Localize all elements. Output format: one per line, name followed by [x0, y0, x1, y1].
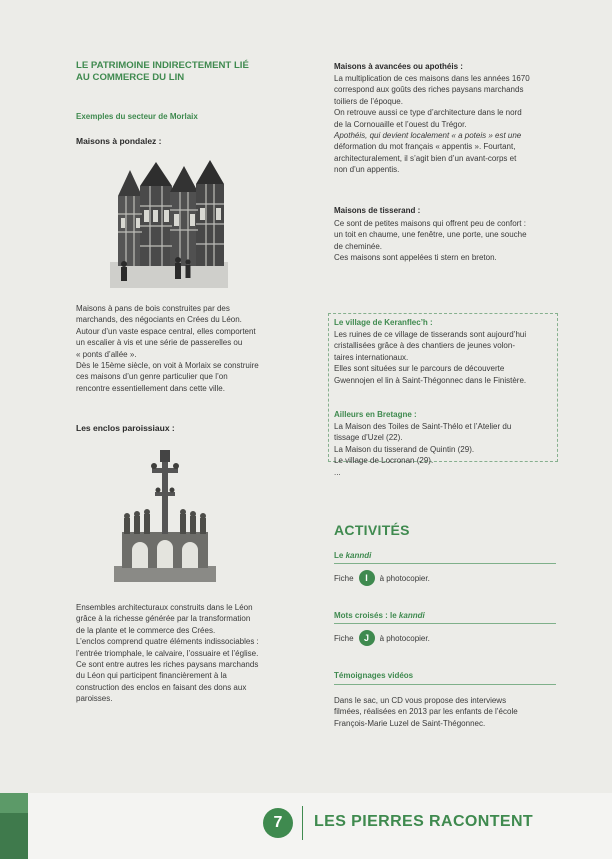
- pondalez-line: marchands, des négociants en Crées du Léon.: [76, 315, 242, 325]
- bretagne-description: [334, 421, 556, 478]
- bretagne-line: La Maison des Toiles de Saint-Thélo et l’Atelier du: [334, 422, 512, 431]
- section-title-line2: AU COMMERCE DU LIN: [76, 72, 185, 83]
- tisserand-description: [334, 218, 566, 264]
- apotheis-line: toiliers de l’époque.: [334, 96, 403, 106]
- fiche-i-row: [334, 570, 430, 586]
- pondalez-line: « ponts d’allée ».: [76, 349, 137, 359]
- enclos-heading: Les enclos paroissiaux :: [76, 423, 175, 433]
- pondalez-heading: Maisons à pondalez :: [76, 136, 162, 146]
- tisserand-line: un toit en chaume, une fenêtre, une porte, une souche: [334, 230, 527, 240]
- apotheis-line: de la Cornouaille et l’ouest du Trégor.: [334, 119, 467, 129]
- pondalez-line: un escalier à vis et une série de passerelles ou: [76, 338, 243, 348]
- enclos-line: l’entrée triomphale, le calvaire, l’ossuaire et l’église.: [76, 648, 259, 658]
- videos-line: François-Marie Luzel de Saint-Thégonnec.: [334, 718, 486, 728]
- enclos-line: Ce sont entre autres les riches paysans marchands: [76, 660, 259, 670]
- fiche-i-suffix: à photocopier.: [379, 573, 430, 583]
- keranflech-line: taires internationaux.: [334, 352, 409, 362]
- apotheis-line: architecturalement, il s’agit bien d’un avant-corps et: [334, 153, 517, 163]
- fiche-label: Fiche: [334, 633, 354, 643]
- pondalez-description: [76, 303, 316, 394]
- bretagne-line: tissage d’Uzel (22).: [334, 433, 403, 443]
- bretagne-heading: Ailleurs en Bretagne :: [334, 410, 417, 419]
- tisserand-heading: Maisons de tisserand :: [334, 206, 421, 215]
- fiche-j-suffix: à photocopier.: [379, 633, 430, 643]
- videos-line: filmées, réalisées en 2013 par les enfants de l’école: [334, 707, 518, 717]
- enclos-line: de la plante et le commerce des Crées.: [76, 625, 216, 635]
- fiche-j-badge: J: [359, 630, 375, 646]
- videos-description: [334, 695, 566, 729]
- apotheis-line: déformation du mot français « appentis ». Fourtant,: [334, 142, 516, 152]
- fiche-j-row: [334, 630, 430, 646]
- apotheis-line: non d’un appentis.: [334, 165, 400, 175]
- section-title: [76, 60, 306, 84]
- divider: [334, 623, 556, 624]
- kanndi-heading-italic: kanndi: [345, 551, 372, 560]
- apotheis-heading: Maisons à avancées ou apothéis :: [334, 62, 463, 71]
- keranflech-line: Les ruines de ce village de tisserands sont aujourd’hui: [334, 330, 527, 339]
- pondalez-houses-illustration: [110, 156, 228, 288]
- bretagne-line: La Maison du tisserand de Quintin (29).: [334, 444, 475, 454]
- bretagne-line: ...: [334, 467, 341, 477]
- bretagne-line: Le village de Locronan (29).: [334, 456, 434, 466]
- apotheis-line: Apothéis, qui devient localement « a poteis » est une: [334, 131, 522, 141]
- crosswords-heading: [334, 611, 425, 620]
- enclos-line: L’enclos comprend quatre éléments indissociables :: [76, 637, 259, 647]
- pondalez-line: Autour d’un vaste espace central, elles comportent: [76, 326, 256, 336]
- keranflech-line: cristallisées grâce à des chantiers de jeunes volon-: [334, 341, 515, 351]
- enclos-calvary-illustration: [108, 446, 222, 588]
- section-title-line1: LE PATRIMOINE INDIRECTEMENT LIÉ: [76, 60, 249, 71]
- pondalez-line: Maisons à pans de bois construites par des: [76, 304, 230, 313]
- fiche-i-badge: I: [359, 570, 375, 586]
- tisserand-line: Ces maisons sont appelées ti stern en breton.: [334, 253, 497, 263]
- activities-title: ACTIVITÉS: [334, 522, 410, 538]
- pondalez-line: rencontre essentiellement dans cette ville.: [76, 383, 225, 393]
- keranflech-heading: Le village de Keranflec’h :: [334, 318, 433, 327]
- enclos-line: Ensembles architecturaux construits dans le Léon: [76, 603, 253, 612]
- enclos-line: paroisses.: [76, 694, 113, 704]
- videos-heading: Témoignages vidéos: [334, 671, 414, 680]
- fiche-label: Fiche: [334, 573, 354, 583]
- chapter-number-badge: 7: [263, 808, 293, 838]
- kanndi-activity-heading: [334, 551, 371, 560]
- tisserand-line: Ce sont de petites maisons qui offrent peu de confort :: [334, 219, 526, 228]
- videos-line: Dans le sac, un CD vous propose des interviews: [334, 696, 507, 705]
- footer-accent-light: [0, 793, 28, 813]
- apotheis-line: On retrouve aussi ce type d’architecture dans le nord: [334, 108, 522, 118]
- apotheis-description: [334, 73, 566, 176]
- tisserand-line: de cheminée.: [334, 241, 383, 251]
- footer-accent-dark: [0, 813, 28, 859]
- apotheis-line: correspond aux goûts des riches paysans marchands: [334, 85, 524, 95]
- chapter-title: LES PIERRES RACONTENT: [314, 813, 534, 830]
- pondalez-line: Dès le 15ème siècle, on voit à Morlaix se construire: [76, 361, 259, 371]
- kanndi-heading-prefix: Le: [334, 551, 346, 560]
- pondalez-line: ces maisons d’un genre particulier que l’on: [76, 372, 228, 382]
- enclos-line: construction des enclos en faisant des dons aux: [76, 682, 247, 692]
- crosswords-prefix: Mots croisés : le: [334, 611, 399, 620]
- enclos-line: du Léon qui participent financièrement à la: [76, 671, 227, 681]
- divider: [334, 563, 556, 564]
- keranflech-line: Gwennojen el lin à Saint-Thégonnec dans le Finistère.: [334, 375, 527, 385]
- keranflech-description: [334, 329, 556, 386]
- apotheis-line: La multiplication de ces maisons dans les années 1670: [334, 74, 530, 83]
- crosswords-italic: kanndi: [398, 611, 425, 620]
- divider: [334, 684, 556, 685]
- keranflech-line: Elles sont situées sur le parcours de découverte: [334, 364, 505, 374]
- examples-heading: Exemples du secteur de Morlaix: [76, 112, 198, 121]
- enclos-line: grâce à la richesse générée par la transformation: [76, 614, 251, 624]
- enclos-description: [76, 602, 316, 705]
- footer-separator: [302, 806, 303, 840]
